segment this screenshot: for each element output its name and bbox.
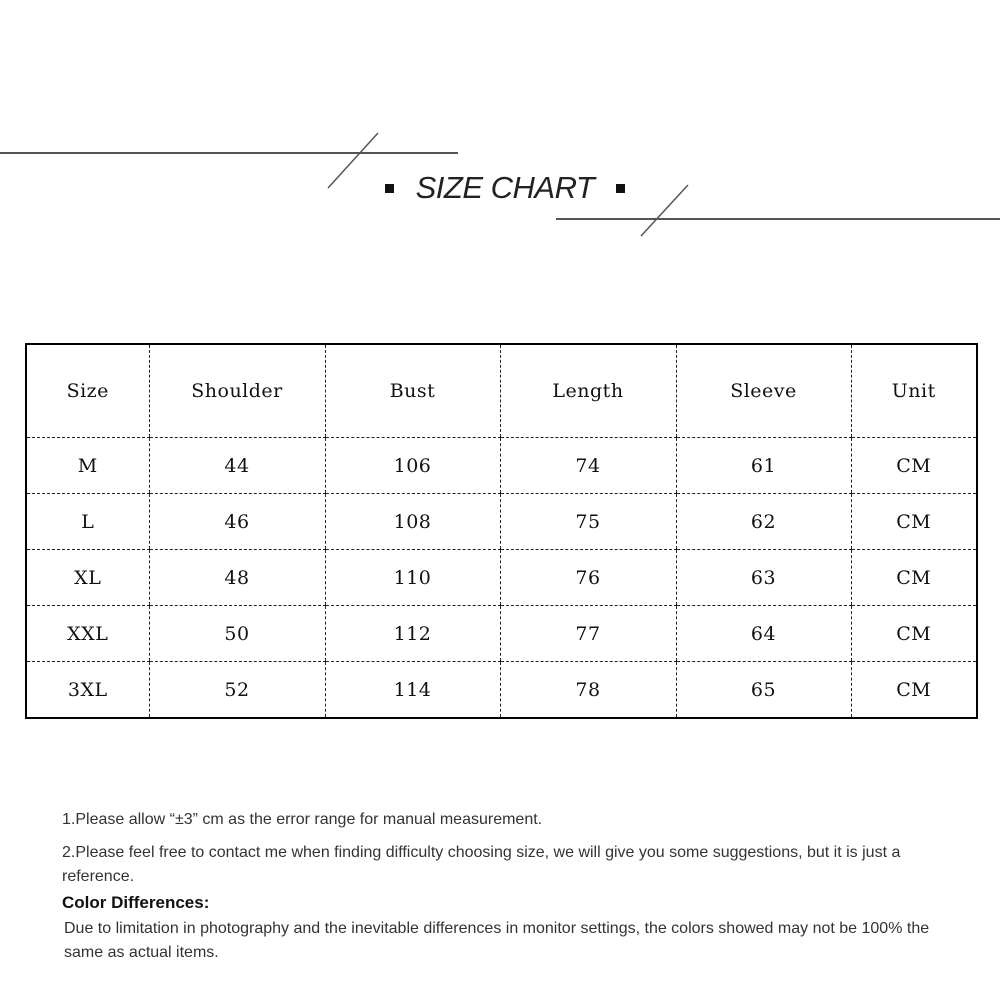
table-row xyxy=(26,494,977,550)
table-cell: 65 xyxy=(676,662,851,719)
notes-section xyxy=(62,808,942,965)
column-header: Size xyxy=(26,344,149,438)
table-cell: CM xyxy=(851,662,977,719)
table-cell: CM xyxy=(851,438,977,494)
table-cell: 62 xyxy=(676,494,851,550)
table-cell: L xyxy=(26,494,149,550)
table-cell: CM xyxy=(851,606,977,662)
column-header: Length xyxy=(500,344,676,438)
table-cell: 61 xyxy=(676,438,851,494)
color-differences-heading: Color Differences: xyxy=(62,893,210,912)
table-cell: 44 xyxy=(149,438,325,494)
table-cell: 114 xyxy=(325,662,500,719)
table-cell: 50 xyxy=(149,606,325,662)
bottom-right-slash xyxy=(641,185,688,236)
table-cell: CM xyxy=(851,550,977,606)
table-cell: 77 xyxy=(500,606,676,662)
table-cell: 108 xyxy=(325,494,500,550)
table-cell: 106 xyxy=(325,438,500,494)
column-header: Unit xyxy=(851,344,977,438)
table-cell: 112 xyxy=(325,606,500,662)
table-row xyxy=(26,438,977,494)
table-cell: 64 xyxy=(676,606,851,662)
table-cell: 78 xyxy=(500,662,676,719)
table-cell: 75 xyxy=(500,494,676,550)
table-row xyxy=(26,662,977,719)
table-cell: 46 xyxy=(149,494,325,550)
title-block xyxy=(370,166,640,210)
table-cell: 74 xyxy=(500,438,676,494)
table-cell: 48 xyxy=(149,550,325,606)
size-table xyxy=(25,343,978,719)
table-cell: 63 xyxy=(676,550,851,606)
page-title: SIZE CHART xyxy=(415,170,595,205)
table-row xyxy=(26,550,977,606)
column-header: Shoulder xyxy=(149,344,325,438)
color-differences-text: Due to limitation in photography and the inevitable differences in monitor settings, the colors showed may not be 100% the same as actual items. xyxy=(64,920,930,961)
table-cell: 3XL xyxy=(67,678,108,701)
title-bullet-right xyxy=(616,184,625,193)
table-cell: XL xyxy=(26,550,149,606)
column-header: Sleeve xyxy=(676,344,851,438)
table-row xyxy=(26,606,977,662)
column-header: Bust xyxy=(325,344,500,438)
table-cell: 110 xyxy=(325,550,500,606)
table-cell: 76 xyxy=(500,550,676,606)
note-contact: 2.Please feel free to contact me when finding difficulty choosing size, we will give you some suggestions, but it is just a reference. xyxy=(62,844,901,885)
note-measurement: 1.Please allow “±3” cm as the error range for manual measurement. xyxy=(62,811,543,828)
title-bullet-left xyxy=(385,184,394,193)
table-cell: M xyxy=(26,438,149,494)
decorative-lines xyxy=(0,0,1000,260)
table-header-row xyxy=(26,344,977,438)
table-cell: XXL xyxy=(26,606,149,662)
table-cell: 52 xyxy=(149,662,325,719)
table-cell: CM xyxy=(851,494,977,550)
